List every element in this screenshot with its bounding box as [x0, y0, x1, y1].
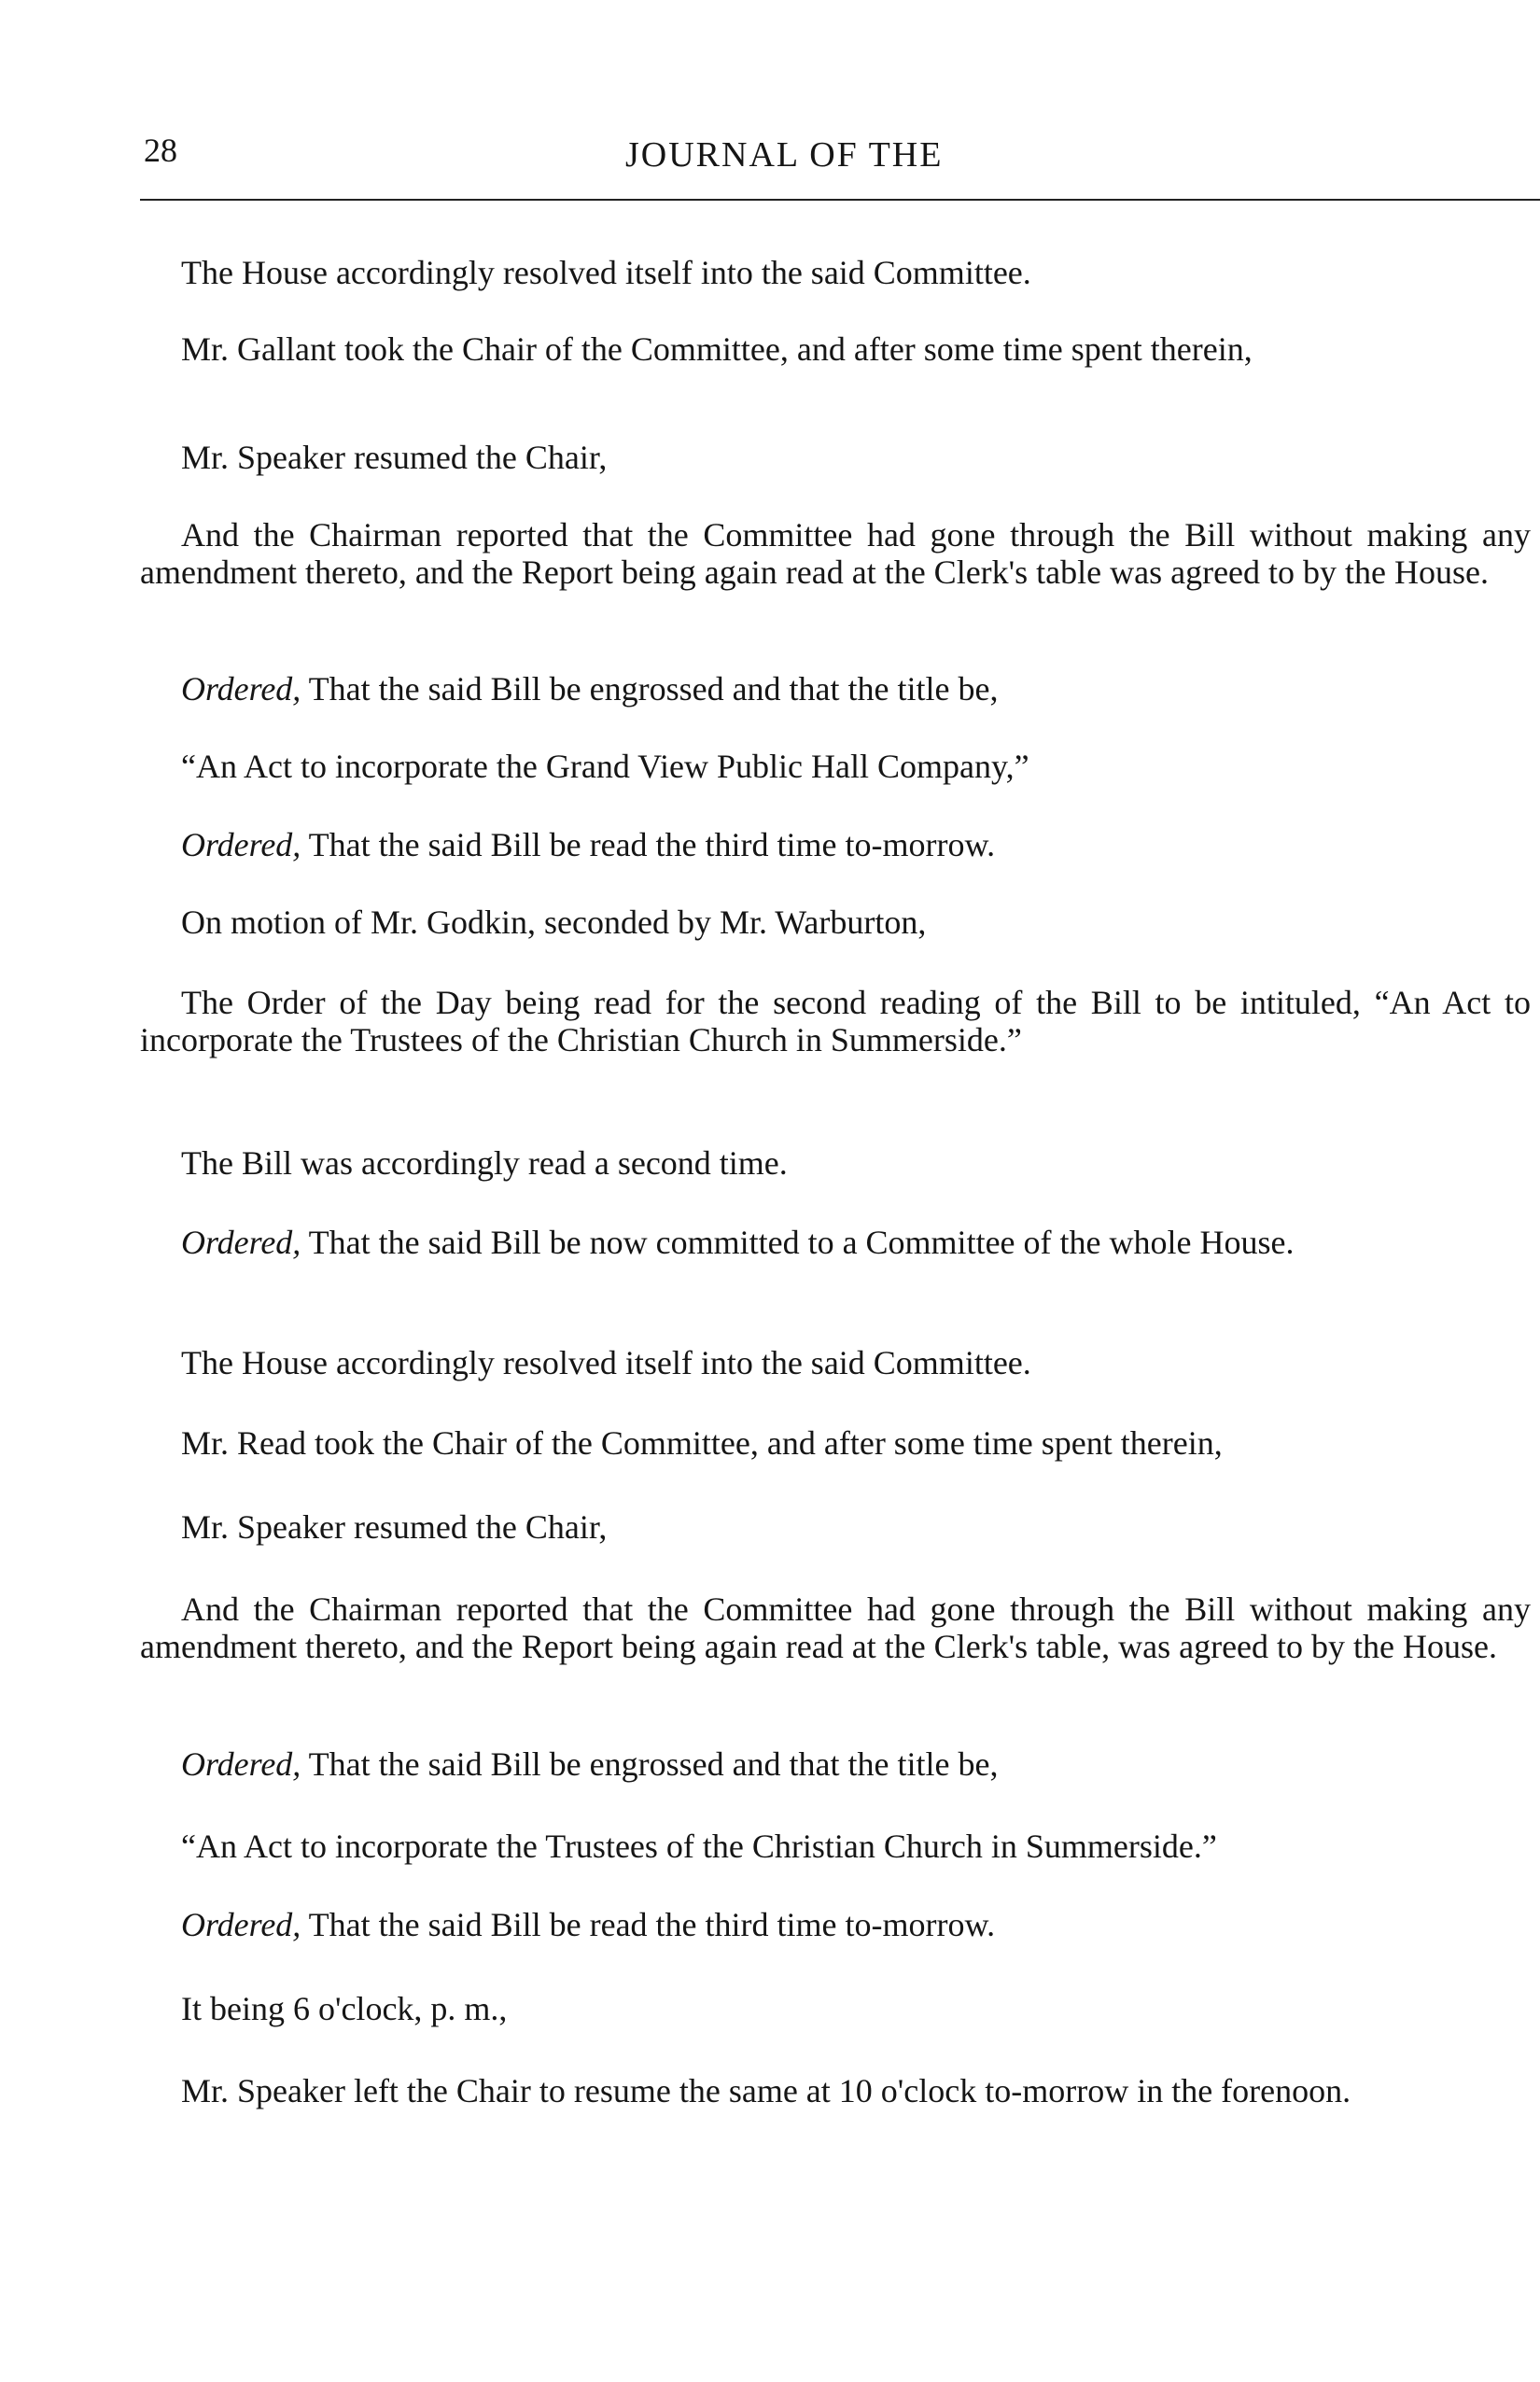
paragraph: On motion of Mr. Godkin, seconded by Mr. Warburton, — [181, 904, 927, 941]
paragraph: And the Chairman reported that the Committee had gone through the Bill without making any amendment thereto, and the Report being again read at the Clerk's table, was agreed to by the House. — [140, 1590, 1531, 1665]
paragraph: Mr. Speaker left the Chair to resume the same at 10 o'clock to-morrow in the forenoon. — [181, 2072, 1351, 2109]
page-number: 28 — [144, 132, 177, 169]
paragraph: It being 6 o'clock, p. m., — [181, 1990, 508, 2027]
paragraph: The House accordingly resolved itself into the said Committee. — [181, 254, 1031, 291]
paragraph: And the Chairman reported that the Committee had gone through the Bill without making any amendment thereto, and the Report being again read at the Clerk's table was agreed to by the House. — [140, 516, 1531, 591]
paragraph: Ordered, That the said Bill be engrossed and that the title be, — [181, 670, 999, 708]
paragraph: “An Act to incorporate the Grand View Public Hall Company,” — [181, 748, 1029, 785]
paragraph: Mr. Speaker resumed the Chair, — [181, 1508, 608, 1546]
paragraph: Ordered, That the said Bill be engrossed and that the title be, — [181, 1745, 999, 1783]
paragraph: The House accordingly resolved itself into the said Committee. — [181, 1344, 1031, 1381]
running-head: JOURNAL OF THE — [625, 135, 944, 175]
paragraph: Mr. Gallant took the Chair of the Committee, and after some time spent therein, — [181, 330, 1253, 368]
paragraph: “An Act to incorporate the Trustees of the Christian Church in Summerside.” — [181, 1828, 1217, 1865]
paragraph: Mr. Speaker resumed the Chair, — [181, 439, 608, 476]
header-rule — [140, 199, 1540, 201]
page-header — [140, 131, 1540, 187]
paragraph: Ordered, That the said Bill be now committed to a Committee of the whole House. — [181, 1224, 1295, 1261]
paragraph: Ordered, That the said Bill be read the third time to-morrow. — [181, 1906, 996, 1943]
paragraph: The Order of the Day being read for the second reading of the Bill to be intituled, “An Act to incorporate the Trustees of the Christian Church in Summerside.” — [140, 984, 1531, 1058]
paragraph: Mr. Read took the Chair of the Committee, and after some time spent therein, — [181, 1424, 1223, 1462]
paragraph: The Bill was accordingly read a second time. — [181, 1144, 788, 1182]
paragraph: Ordered, That the said Bill be read the third time to-morrow. — [181, 826, 996, 863]
